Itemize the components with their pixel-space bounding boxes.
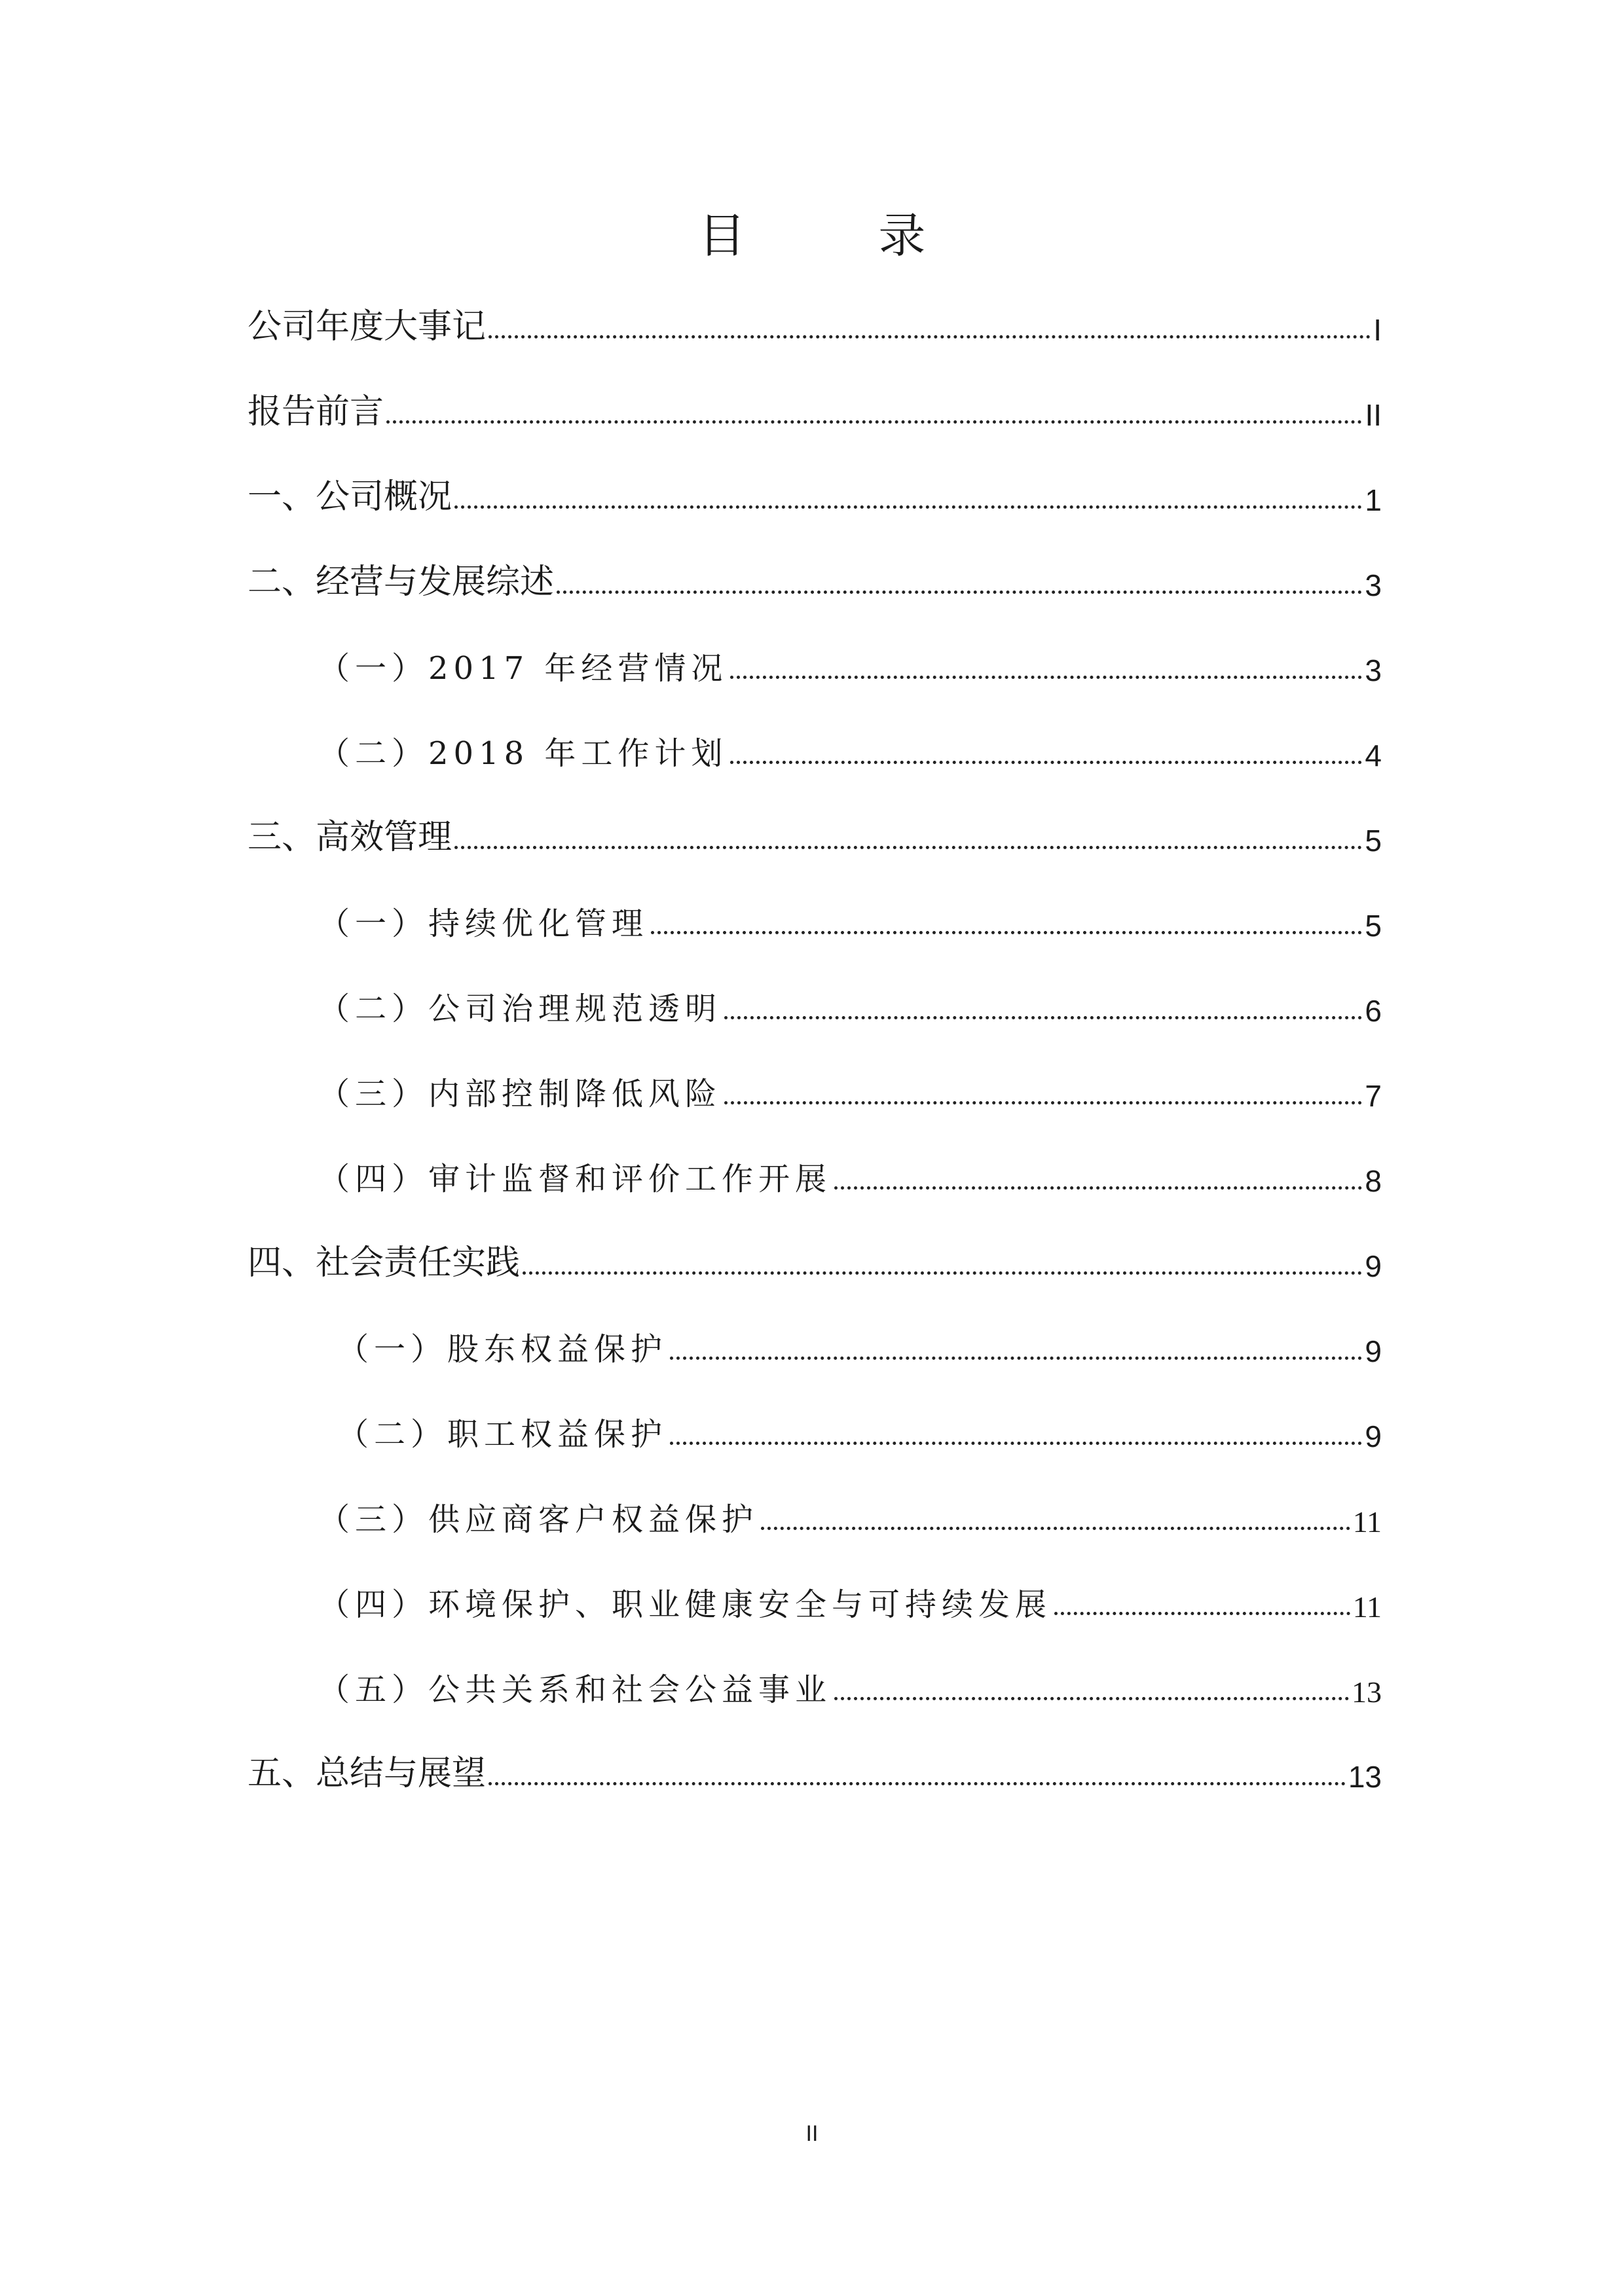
toc-entry-label: （一）2017 年经营情况: [318, 650, 728, 687]
toc-entry[interactable]: [318, 1064, 1382, 1116]
toc-entry-label: （三）内部控制降低风险: [318, 1076, 722, 1112]
toc-entry-page: 6: [1365, 994, 1382, 1028]
toc-entry-label: 三、高效管理: [248, 818, 452, 857]
toc-entry[interactable]: [248, 1745, 1382, 1797]
dot-leader: [454, 505, 1362, 509]
toc-entry-label: 公司年度大事记: [248, 307, 487, 346]
toc-entry[interactable]: [248, 383, 1382, 435]
toc-entry-label: 四、社会责任实践: [248, 1243, 521, 1283]
toc-entry[interactable]: [337, 1319, 1382, 1372]
toc-entry-page: 11: [1352, 1505, 1382, 1539]
toc-entry-page: 1: [1365, 483, 1382, 517]
toc-entry-label: 报告前言: [248, 392, 384, 431]
toc-entry-label: （二）职工权益保护: [337, 1416, 668, 1453]
toc-entry-page: 11: [1352, 1590, 1382, 1624]
toc-entry-label: （一）股东权益保护: [337, 1331, 668, 1368]
dot-leader: [523, 1271, 1362, 1275]
toc-title: 目 录: [698, 208, 985, 263]
toc-entry-page: 5: [1365, 824, 1382, 858]
toc-entry-label: 一、公司概况: [248, 477, 452, 517]
toc-entry[interactable]: [318, 1575, 1382, 1627]
toc-entry-page: 9: [1365, 1249, 1382, 1283]
toc-entry-page: 3: [1365, 568, 1382, 602]
toc-entry[interactable]: [318, 1489, 1382, 1542]
toc-entry-label: 二、经营与发展综述: [248, 562, 555, 602]
dot-leader: [1054, 1612, 1350, 1615]
toc-entry-page: 9: [1365, 1419, 1382, 1453]
dot-leader: [557, 591, 1362, 594]
dot-leader: [670, 1442, 1362, 1445]
dot-leader: [386, 420, 1362, 424]
dot-leader: [724, 1101, 1362, 1104]
toc-entry-label: 五、总结与展望: [248, 1754, 487, 1793]
toc-entry-page: 4: [1365, 738, 1382, 773]
toc-entry-page: 9: [1365, 1334, 1382, 1368]
toc-entry[interactable]: [318, 1149, 1382, 1201]
toc-entry-label: （二）公司治理规范透明: [318, 991, 722, 1027]
toc-entry[interactable]: [318, 979, 1382, 1031]
toc-entry-page: 13: [1348, 1760, 1382, 1794]
toc-entry-label: （一）持续优化管理: [318, 905, 649, 942]
dot-leader: [724, 1016, 1362, 1019]
dot-leader: [489, 1782, 1346, 1785]
dot-leader: [489, 335, 1371, 338]
toc-entry-label: （四）审计监督和评价工作开展: [318, 1161, 832, 1197]
toc-entry[interactable]: [248, 1234, 1382, 1286]
toc-entry-page: 13: [1352, 1675, 1382, 1709]
dot-leader: [834, 1186, 1362, 1190]
toc-entry-label: （三）供应商客户权益保护: [318, 1501, 759, 1538]
toc-entry[interactable]: [318, 723, 1382, 776]
dot-leader: [670, 1357, 1362, 1360]
toc-entry[interactable]: [318, 638, 1382, 691]
dot-leader: [761, 1527, 1350, 1530]
toc-entry[interactable]: [248, 468, 1382, 520]
dot-leader: [454, 846, 1362, 849]
toc-entry-page: 7: [1365, 1079, 1382, 1113]
toc-entry-page: I: [1373, 313, 1382, 347]
dot-leader: [834, 1697, 1349, 1700]
toc-entry[interactable]: [248, 809, 1382, 861]
toc-entry-page: II: [1365, 398, 1382, 432]
toc-entry-page: 8: [1365, 1164, 1382, 1198]
toc-entry-label: （五）公共关系和社会公益事业: [318, 1671, 832, 1708]
toc-entry[interactable]: [248, 553, 1382, 606]
toc-entry-page: 3: [1365, 653, 1382, 687]
toc-entry[interactable]: [337, 1404, 1382, 1457]
dot-leader: [651, 931, 1362, 934]
dot-leader: [730, 676, 1362, 679]
toc-entry[interactable]: [318, 1660, 1382, 1712]
toc-entry-label: （四）环境保护、职业健康安全与可持续发展: [318, 1586, 1052, 1623]
dot-leader: [730, 761, 1362, 764]
toc-entry-page: 5: [1365, 909, 1382, 943]
toc-entry-label: （二）2018 年工作计划: [318, 735, 728, 772]
footer-page-number: II: [805, 2121, 819, 2146]
toc-entry[interactable]: [318, 894, 1382, 946]
toc-entry[interactable]: [248, 298, 1382, 350]
